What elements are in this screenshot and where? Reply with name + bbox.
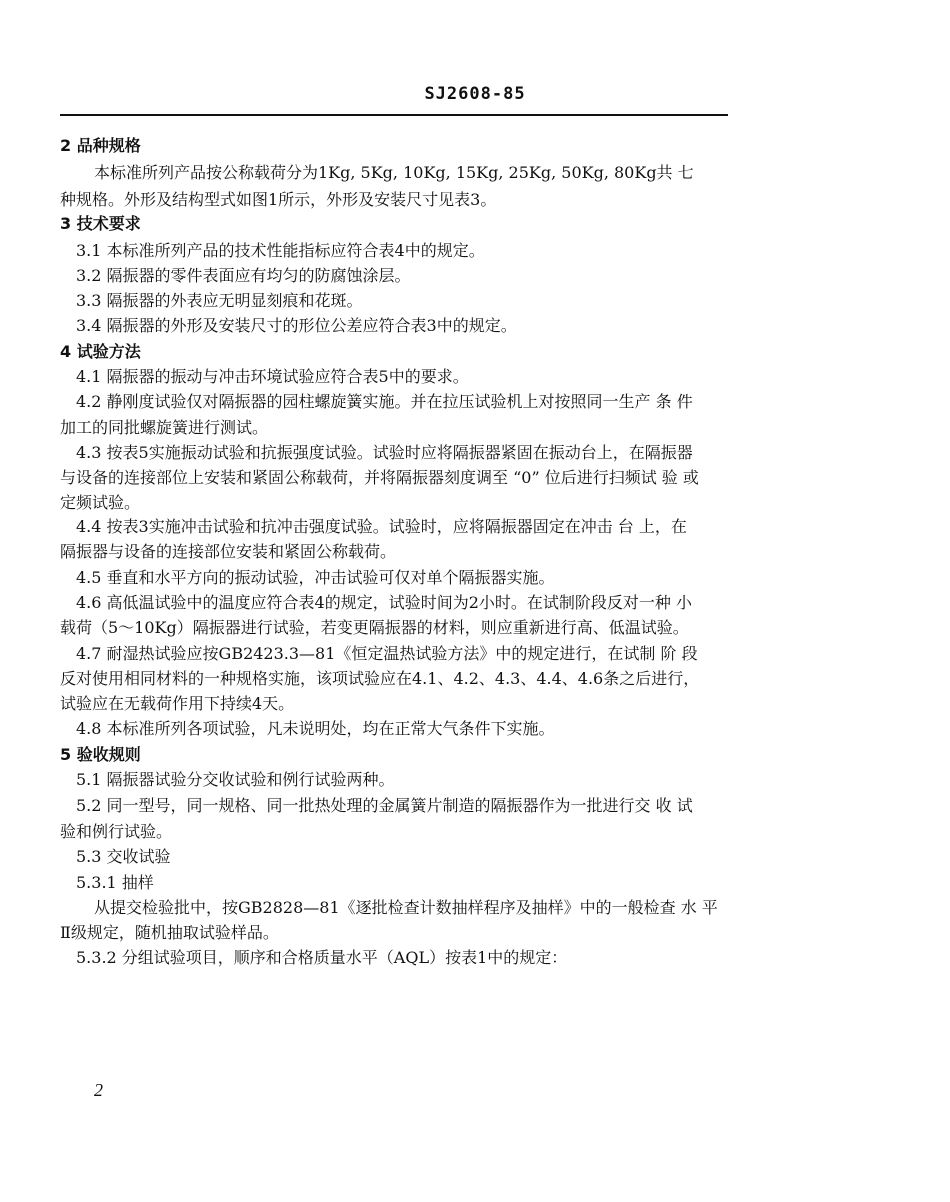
document-number: SJ2608-85 [424,84,526,104]
text-line: 从提交检验批中，按GB2828—81《逐批检查计数抽样程序及抽样》中的一般检查 水 平 [94,898,718,917]
section-heading: 3 技术要求 [60,214,141,233]
text-line: 种规格。外形及结构型式如图1所示，外形及安装尺寸见表3。 [60,190,497,209]
text-line: 5.2 同一型号，同一规格、同一批热处理的金属簧片制造的隔振器作为一批进行交 收 试 [76,796,693,815]
text-line: 5.3.2 分组试验项目，顺序和合格质量水平（AQL）按表1中的规定： [76,948,568,967]
text-line: 验和例行试验。 [60,822,173,841]
text-line: 5.3 交收试验 [76,847,171,866]
text-line: 定频试验。 [60,493,141,512]
text-line: 3.2 隔振器的零件表面应有均匀的防腐蚀涂层。 [76,266,411,285]
text-line: 3.3 隔振器的外表应无明显刻痕和花斑。 [76,291,363,310]
text-line: 载荷（5～10Kg）隔振器进行试验，若变更隔振器的材料，则应重新进行高、低温试验。 [60,618,689,637]
header-rule [60,114,728,116]
text-line: 加工的同批螺旋簧进行测试。 [60,418,269,437]
text-line: 4.1 隔振器的振动与冲击环境试验应符合表5中的要求。 [76,367,469,386]
text-line: 隔振器与设备的连接部位安装和紧固公称载荷。 [60,542,397,561]
text-line: 4.2 静刚度试验仅对隔振器的园柱螺旋簧实施。并在拉压试验机上对按照同一生产 条 件 [76,392,693,411]
section-heading: 2 品种规格 [60,136,141,155]
text-line: 5.1 隔振器试验分交收试验和例行试验两种。 [76,770,395,789]
text-line: 与设备的连接部位上安装和紧固公称载荷，并将隔振器刻度调至 “0” 位后进行扫频试 验 或 [60,468,699,487]
text-line: 4.5 垂直和水平方向的振动试验，冲击试验可仅对单个隔振器实施。 [76,568,555,587]
text-line: 4.7 耐湿热试验应按GB2423.3—81《恒定温热试验方法》中的规定进行，在试制 阶 段 [76,644,698,663]
text-line: 试验应在无载荷作用下持续4天。 [60,694,295,713]
section-heading: 4 试验方法 [60,342,141,361]
text-line: 4.8 本标准所列各项试验，凡未说明处，均在正常大气条件下实施。 [76,719,555,738]
text-line: 3.4 隔振器的外形及安装尺寸的形位公差应符合表3中的规定。 [76,316,517,335]
text-line: 4.3 按表5实施振动试验和抗振强度试验。试验时应将隔振器紧固在振动台上，在隔振器 [76,443,693,462]
text-line: 反对使用相同材料的一种规格实施，该项试验应在4.1、4.2、4.3、4.4、4.6条之后进行， [60,669,700,688]
section-heading: 5 验收规则 [60,745,141,764]
text-line: 本标准所列产品按公称载荷分为1Kg, 5Kg, 10Kg, 15Kg, 25Kg, 50Kg, 80Kg共 七 [94,163,694,182]
text-line: 3.1 本标准所列产品的技术性能指标应符合表4中的规定。 [76,241,485,260]
text-line: 4.4 按表3实施冲击试验和抗冲击强度试验。试验时，应将隔振器固定在冲击 台 上，在 [76,517,687,536]
text-line: 5.3.1 抽样 [76,873,154,892]
page-number: 2 [94,1080,103,1100]
text-line: 4.6 高低温试验中的温度应符合表4的规定，试验时间为2小时。在试制阶段反对一种 小 [76,593,692,612]
text-line: Ⅱ级规定，随机抽取试验样品。 [60,923,279,942]
